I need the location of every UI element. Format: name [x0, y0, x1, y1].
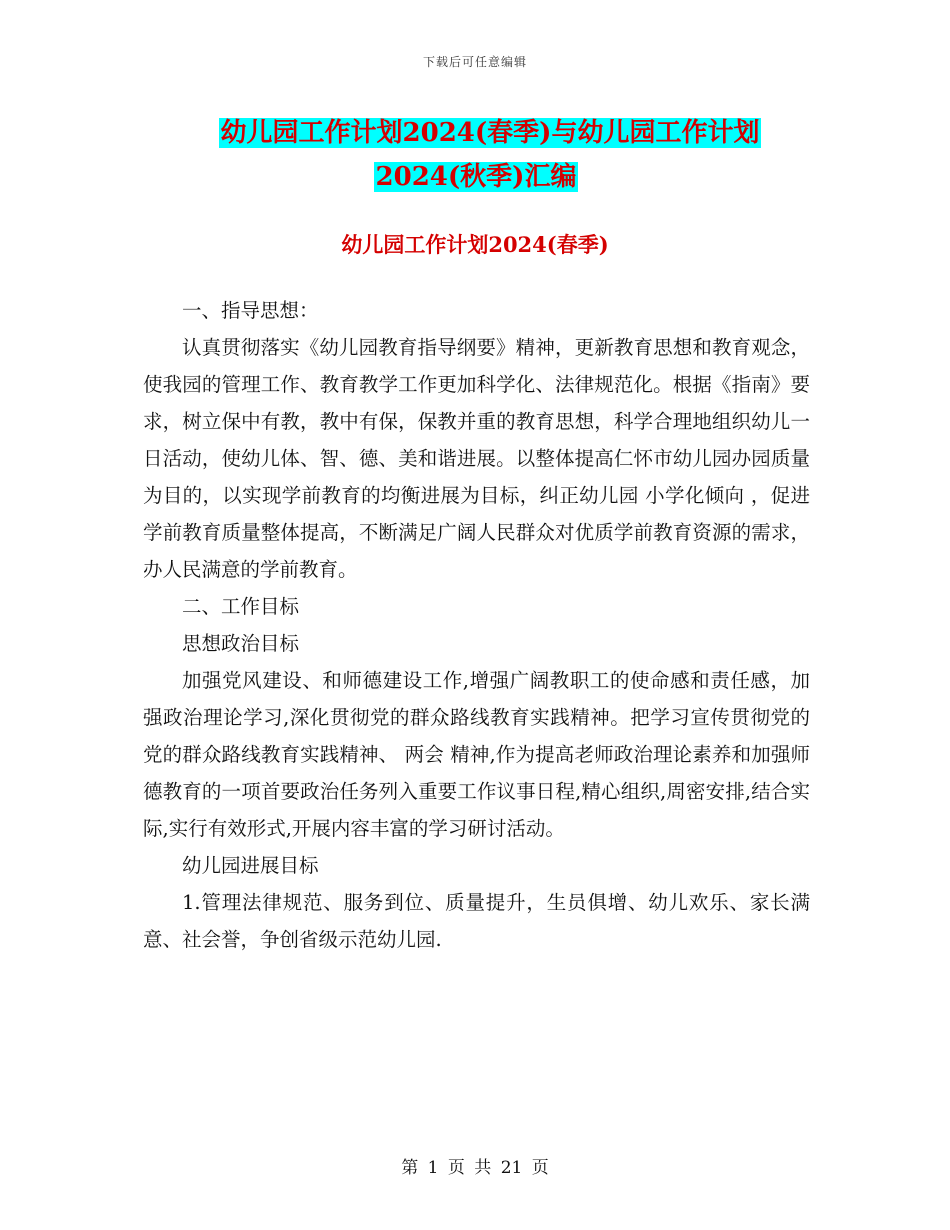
header-note: 下载后可任意编辑 [422, 55, 527, 69]
heading-guiding-thought: 一、指导思想： [182, 299, 319, 322]
document-body [143, 292, 810, 958]
document-title-line-2-text: 2024(秋季)汇编 [375, 162, 577, 192]
document-title-line-1 [0, 112, 950, 149]
page-number: 第 1 页 共 21 页 [401, 1158, 549, 1178]
subheading-political-goals: 思想政治目标 [182, 632, 300, 655]
paragraph-guiding-thought: 认真贯彻落实《幼儿园教育指导纲要》精神，更新教育思想和教育观念，使我园的管理工作、教育教学工作更加科学化、法律规范化。根据《指南》要求，树立保中有教，教中有保，保教并重的教育思想，科学合理地组织幼儿一日活动，使幼儿体、智、德、美和谐进展。以整体提高仁怀市幼儿园办园质量为目的，以实现学前教育的均衡进展为目标，纠正幼儿园 小学化倾向 ，促进学前教育质量整体提高，不断满足广阔人民群众对优质学前教育资源的需求，办人民满意的学前教育。 [143, 336, 810, 581]
document-title-line-1-text: 幼儿园工作计划2024(春季)与幼儿园工作计划 [220, 118, 760, 148]
section-title: 幼儿园工作计划2024(春季) [341, 232, 609, 257]
heading-work-goals: 二、工作目标 [182, 595, 300, 618]
paragraph-development-goals: 1.管理法律规范、服务到位、质量提升，生员俱增、幼儿欢乐、家长满意、社会誉，争创省级示范幼儿园. [143, 891, 810, 951]
document-title-line-2 [0, 156, 950, 193]
subheading-development-goals: 幼儿园进展目标 [182, 854, 319, 877]
paragraph-political-goals: 加强党风建设、和师德建设工作,增强广阔教职工的使命感和责任感，加强政治理论学习,深化贯彻党的群众路线教育实践精神。把学习宣传贯彻党的党的群众路线教育实践精神、 两会 精神,作为提高老师政治理论素养和加强师德教育的一项首要政治任务列入重要工作议事日程,精心组织,周密安排,结合实际,实行有效形式,开展内容丰富的学习研讨活动。 [143, 669, 810, 840]
